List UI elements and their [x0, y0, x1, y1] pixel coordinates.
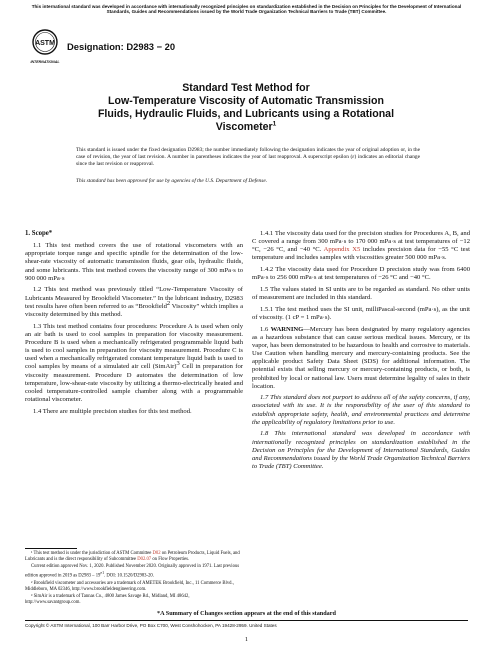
- para-1-5: 1.5 The values stated in SI units are to be regarded as standard. No other units of measurement are included in this standard.: [252, 285, 470, 302]
- link-d02-07[interactable]: D02.07: [137, 557, 152, 562]
- para-1-7: 1.7 This standard does not purport to address all of the safety concerns, if any, associated with its use. It is the responsibility of the user of this standard to establish appropriate safety, health, and environmental practices and determine the applicability of regulatory limitations prior to use.: [252, 394, 470, 426]
- wto-notice: This international standard was developed in accordance with internationally recognized principles on standardization established in the Decision on Principles for the Development of International Standards, Guides and Recommendations issued by the World Trade Organization Technical Barriers to Trade (TBT) Committee.: [31, 4, 462, 15]
- copyright-line: Copyright © ASTM International, 100 Barr Harbor Drive, PO Box C700, West Conshohocken, PA 19428-2959. United States: [25, 620, 468, 628]
- para-1-8: 1.8 This international standard was developed in accordance with internationally recognized principles on standardization established in the Decision on Principles for the Development of International Standards, Guides and Recommendations issued by the World Trade Organization Technical Barriers to Trade (TBT) Committee.: [252, 430, 470, 471]
- footnote-divider: [25, 548, 77, 549]
- title-line-1: Standard Test Method for: [182, 82, 310, 94]
- page-number: 1: [244, 636, 249, 643]
- document-title: [60, 82, 432, 134]
- title-line-2: Low-Temperature Viscosity of Automatic Transmission: [108, 95, 384, 107]
- link-appendix-x5[interactable]: Appendix X5: [323, 246, 361, 254]
- warning-label: WARNING: [270, 325, 304, 333]
- dod-note: This standard has been approved for use by agencies of the U.S. Department of Defense.: [76, 178, 268, 184]
- title-line-4: Viscometer: [215, 121, 273, 133]
- footnote-1: ¹ This test method is under the jurisdiction of ASTM Committee D02 on Petroleum Products, Liquid Fuels, and Lubricants and is the direct responsibility of Subcommittee D02.07 on Flow Properties.: [25, 551, 240, 562]
- title-line-3: Fluids, Hydraulic Fluids, and Lubricants using a Rotational: [97, 108, 395, 120]
- footnotes: [25, 548, 243, 607]
- link-d02[interactable]: D02: [152, 551, 161, 556]
- para-1-5-1: 1.5.1 The test method uses the SI unit, milliPascal-second (mPa·s), as the unit of viscosity. (1 cP = 1 mPa·s).: [252, 305, 470, 321]
- title-footnote-ref[interactable]: 1: [272, 120, 277, 128]
- footnote-2: ² Brookfield viscometer and accessories are a trademark of AMETEK Brookfield, Inc., 11 Commerce Blvd., Middleboro, MA 02346, http://www.brookfieldengineering.com.: [25, 580, 234, 592]
- astm-logo-icon: [32, 27, 58, 67]
- right-column: [252, 230, 470, 475]
- footnote-1-approval: Current edition approved Nov. 1, 2020. Published November 2020. Originally approved in 1971. Last previous edition approved in 2019 as $D2983 - 19^{e1}$. DOI: 10.1520/D2983-20.: [25, 564, 240, 579]
- issue-note: This standard is issued under the fixed designation D2983; the number immediately following the designation indicates the year of original adoption or, in the case of revision, the year of last revision. A number in parentheses indicates the year of last reapproval. A superscript epsilon (ε) indicates an editorial change since the last revision or reapproval.: [76, 147, 420, 167]
- scope-heading: 1. Scope*: [25, 230, 53, 237]
- fn-ref-2[interactable]: 2: [166, 299, 171, 307]
- footnote-3: ³ SimAir is a trademark of Tannas Co., 4800 James Savage Rd., Midland, MI 48642, http://www.savantgroup.com.: [25, 594, 190, 606]
- designation: Designation: D2983 − 20: [67, 41, 176, 52]
- left-column: [25, 230, 243, 419]
- para-1-4: 1.4 There are multiple precision studies for this test method.: [33, 407, 192, 415]
- para-1-6: 1.6 WARNING—Mercury has been designated by many regulatory agencies as a hazardous substance that can cause serious medical issues. Mercury, or its vapor, has been demonstrated to be hazardous to health and corrosive to materials. Use Caution when handling mercury and mercury-containing products. See the applicable product Safety Data Sheet (SDS) for additional information. The potential exists that selling mercury or mercury-containing products, or both, is prohibited by local or national law. Users must determine legality of sales in their location.: [252, 325, 471, 390]
- para-1-4-2: 1.4.2 The viscosity data used for Procedure D precision study was from 6400 mPa·s to 256 000 mPa·s at test temperatures of −26 °C and −40 °C.: [252, 266, 470, 282]
- summary-note: *A Summary of Changes section appears at the end of this standard: [157, 610, 336, 617]
- fn-ref-3[interactable]: 3: [176, 360, 180, 368]
- para-1-1: 1.1 This test method covers the use of rotational viscometers with an appropriate torque range and specific spindle for the determination of the low-shear-rate viscosity of automatic transmission fluids, gear oils, hydraulic fluids, and some lubricants. This test method covers the viscosity range of 300 mPa·s to 900 000 mPa·s: [25, 242, 243, 282]
- para-1-4-1: 1.4.1 The viscosity data used for the precision studies for Procedures A, B, and C covered a range from 300 mPa·s to 170 000 mPa·s at test temperatures of −12 °C, −26 °C, and −40 °C. Appendix X5 includes precision data for −55 °C test temperature and includes samples with viscosities greater 500 000 mPa·s.: [252, 230, 470, 262]
- logo-caption: INTERNATIONAL: [30, 60, 60, 64]
- svg-text:ASTM: ASTM: [35, 40, 55, 47]
- para-1-2: 1.2 This test method was previously titled “Low-Temperature Viscosity of Lubricants Measured by Brookfield Viscometer.” In the lubricant industry, D2983 test results have often been referred to as “Brookfield$^2$ Viscosity” which implies a viscosity determined by this method.: [25, 286, 243, 318]
- para-1-3: 1.3 This test method contains four procedures: Procedure A is used when only an air bath is used to cool samples in preparation for viscosity measurement. Procedure B is used when a mechanically refrigerated programmable liquid bath is used to cool samples in preparation for viscosity measurement. Procedure C is used when a mechanically refrigerated constant temperature liquid bath is used to cool samples by means of a simulated air cell (SimAir)$^3$ Cell in preparation for viscosity measurement. Procedure D automates the determination of low temperature, low-shear-rate viscosity by utilizing a thermo-electrically heated and cooled temperature-controlled sample chamber along with a programmable rotational viscometer.: [25, 322, 243, 403]
